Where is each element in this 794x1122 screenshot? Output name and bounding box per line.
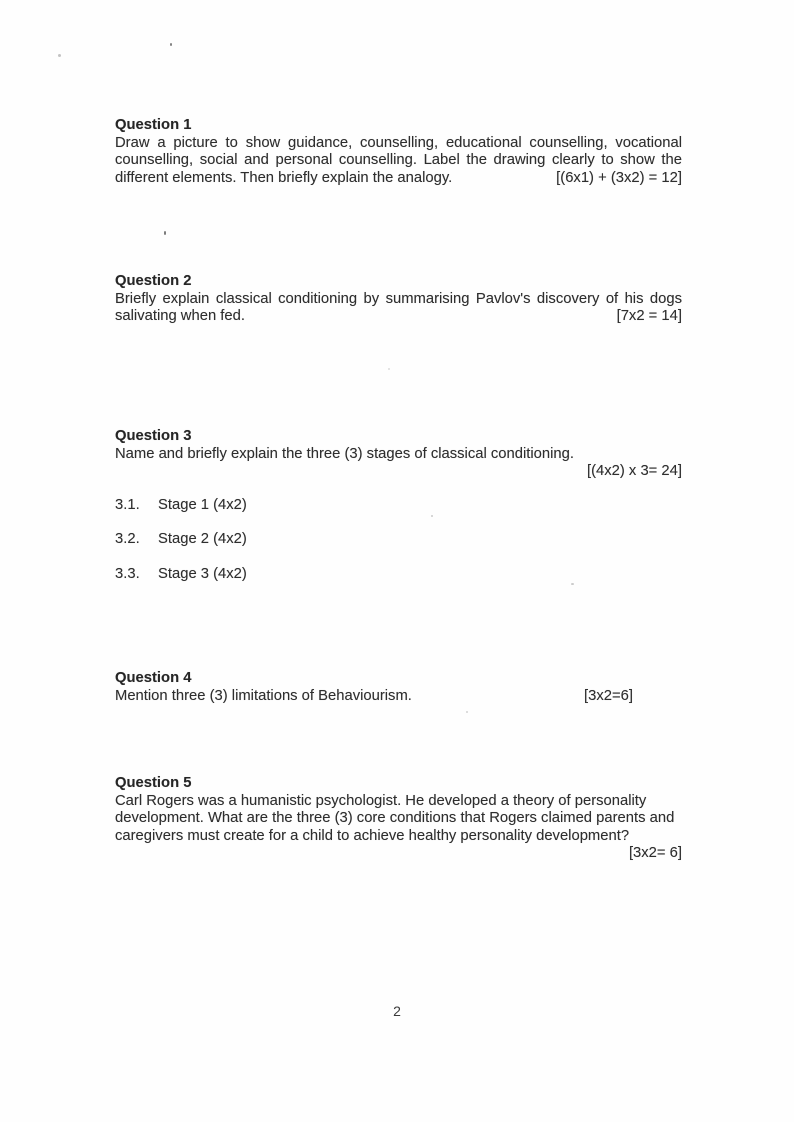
question-5-title: Question 5 [115,775,192,791]
subitem-3-2 [115,531,682,549]
scan-speck [388,368,390,370]
question-3-marks: [(4x2) x 3= 24] [587,463,682,479]
question-4-title: Question 4 [115,670,192,686]
question-5-marks: [3x2= 6] [628,845,682,861]
question-3-text-line-1: Name and briefly explain the three (3) stages of classical conditioning. [115,445,574,462]
question-2-title: Question 2 [115,273,192,289]
scan-speck [58,54,61,57]
question-3-subitems [115,497,682,584]
question-3-title: Question 3 [115,428,192,444]
subitem-3-1-label: Stage 1 (4x2) [158,496,247,513]
question-4-text-line-1: Mention three (3) limitations of Behaviourism. [115,687,412,704]
question-2-marks: [7x2 = 14] [616,308,682,324]
question-1-text-line-1: Draw a picture to show guidance, counselling, educational counselling, vocational [115,134,682,151]
page-number: 2 [393,1003,401,1019]
question-4-section [115,670,682,705]
subitem-3-1 [115,497,682,515]
scan-speck [164,231,166,235]
subitem-3-3 [115,566,682,584]
subitem-3-3-number: 3.3. [115,565,140,582]
subitem-3-2-label: Stage 2 (4x2) [158,531,247,547]
subitem-3-2-number: 3.2. [115,531,140,547]
subitem-3-1-number: 3.1. [115,496,140,513]
subitem-3-3-label: Stage 3 (4x2) [158,565,247,582]
question-2-section [115,273,682,326]
question-1-section [115,117,682,187]
question-5-section [115,775,682,863]
question-1-text-line-3: different elements. Then briefly explain the analogy. [115,169,453,186]
question-5-text-line-3: caregivers must create for a child to achieve healthy personality development? [115,827,630,844]
question-1-text-line-2: counselling, social and personal counselling. Label the drawing clearly to show the [115,152,682,168]
question-1-marks: [(6x1) + (3x2) = 12] [556,169,682,186]
question-5-text-line-2: development. What are the three (3) core conditions that Rogers claimed parents and [115,810,675,826]
question-2-text-line-2: salivating when fed. [115,308,245,324]
scan-speck [466,711,468,713]
question-4-marks: [3x2=6] [584,687,633,704]
question-5-text-line-1: Carl Rogers was a humanistic psychologist. He developed a theory of personality [115,792,647,809]
scan-speck [170,43,172,46]
question-3-section [115,428,682,600]
question-2-text-line-1: Briefly explain classical conditioning by summarising Pavlov's discovery of his dogs [115,290,682,307]
question-1-title: Question 1 [115,117,192,133]
